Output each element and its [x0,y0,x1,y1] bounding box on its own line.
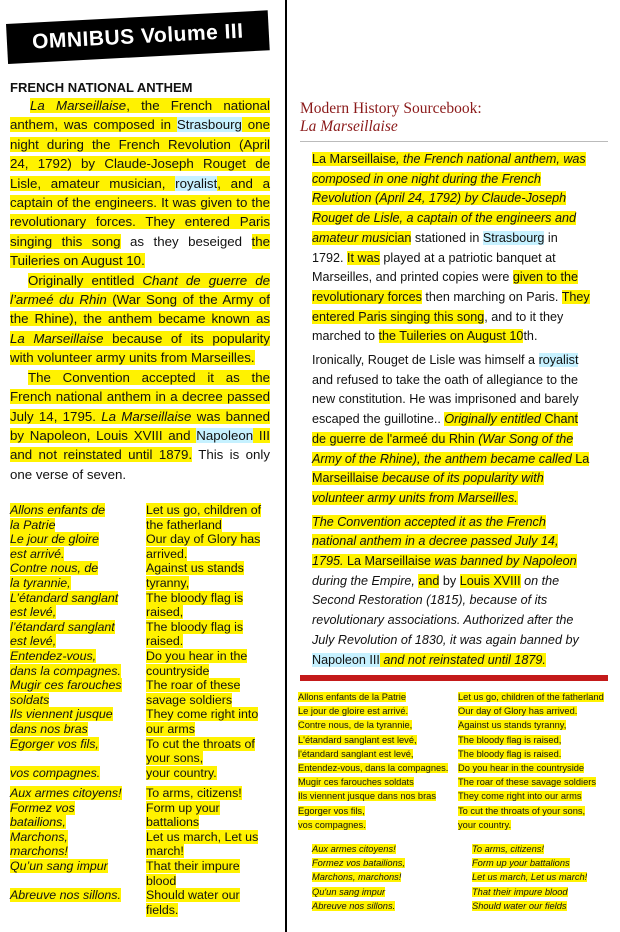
verse-line-text: Aux armes citoyens! [10,786,122,800]
verse-line [458,733,618,747]
verse-line [10,605,138,620]
left-chorus-english [146,786,276,917]
verse-line-text: Mugir ces farouches [10,678,122,693]
verse-line-text: Let us go, children of the fatherland [458,692,604,702]
verse-line-text: The bloody flag is [146,590,244,605]
verse-line [146,737,276,752]
verse-line [312,885,452,899]
verse-line-text: Do you hear in the [146,648,248,663]
verse-line [298,733,458,747]
verse-line [10,766,138,781]
verse-line-text: L’étandard sanglant [10,590,119,605]
verse-line-text: vos compagnes. [10,765,101,780]
verse-line [458,718,618,732]
verse-line-text: Le jour de gloire [10,532,99,547]
verse-line [146,664,276,679]
verse-line-text: Qu'un sang impur [312,886,386,897]
verse-line [298,718,458,732]
left-verse1-french [10,503,138,780]
verse-line-text: They come right into [146,707,259,722]
verse-line-text: Egorger vos fils, [298,805,365,816]
verse-line-text: Form up your battalions [472,858,570,869]
verse-line [10,620,138,635]
verse-line-text: savage soldiers [146,692,233,707]
verse-line-text: dans nos bras [10,721,88,736]
verse-line [146,649,276,664]
verse-line [146,707,276,722]
column-divider [285,0,287,932]
verse-line [10,859,138,874]
verse-line-text: Allons enfants de [10,503,106,517]
right-verse1-french [298,690,458,832]
verse-line-text: batailions, [10,815,66,830]
verse-line-text: L'étandard sanglant est levé, [298,734,417,745]
verse-line [10,664,138,679]
verse-line [146,547,276,562]
verse-line-text: Entendez-vous, dans la compagnes. [298,763,449,774]
right-paragraph-3: The Convention accepted it as the French national anthem in a decree passed July 14, 1795. La Marseillaise was banned by Napoleon during the Empire, and by Louis XVIII on the Second Restoration (1815), because of its revolutionary associations. Authorized after the July Revolution of 1830, it was again banned by Napoleon III and not reinstated until 1879. [312,514,579,667]
verse-line-text: Marchons, [10,829,68,844]
title-rule [300,141,608,142]
verse-line [312,899,452,913]
verse-line [458,747,618,761]
verse-line-text: the fatherland [146,517,222,532]
verse-line-text: The roar of these savage soldiers [458,777,596,788]
verse-line [472,899,612,913]
verse-line [312,842,452,856]
verse-line-text: Against us stands tyranny, [458,720,567,731]
verse-line-text: marchons! [10,844,68,859]
verse-line [146,620,276,635]
verse-line [472,842,612,856]
verse-line [10,888,138,903]
verse-line [10,801,138,816]
verse-line-text: your sons, [146,751,204,766]
verse-line [298,775,458,789]
verse-line [298,704,458,718]
verse-line [10,722,138,737]
verse-line [146,503,276,518]
sourcebook-article [312,150,590,674]
verse-line [10,503,138,518]
verse-line-text: march! [146,844,184,859]
verse-line [10,815,138,830]
verse-line-text: Entendez-vous, [10,648,97,663]
verse-line-text: raised, [146,605,184,620]
verse-line-text: Form up your [146,800,220,815]
verse-line-text: Let us march, Let us [146,829,259,844]
verse-line-text: Le jour de gloire est arrivé. [298,706,409,717]
verse-line-text: The bloody flag is raised, [458,734,562,745]
verse-line [312,870,452,884]
verse-line [146,518,276,533]
verse-line-text: Contre nous, de [10,561,99,576]
verse-line [458,761,618,775]
verse-line [298,789,458,803]
verse-line [146,561,276,576]
right-paragraph-1: La Marseillaise, the French national anthem, was composed in one night during the French Revolution (April 24, 1792) by Claude-Joseph Rouget de Lisle, a captain of the engineers and amateur musician stationed in Strasbourg in 1792. It was played at a patriotic banquet at Marseilles, and printed copies were given to the revolutionary forces then marching on Paris. They entered Paris singing this song, and to it they marched to the Tuileries on August 10th. [312,152,590,344]
verse-line-text: your country. [146,765,217,780]
verse-line-text: To cut the throats of [146,736,255,751]
verse-line [10,576,138,591]
verse-line-text: la tyrannie, [10,575,71,590]
verse-line-text: They come right into our arms [458,791,582,802]
verse-line [10,591,138,606]
verse-line [146,591,276,606]
verse-line [298,690,458,704]
verse-line [146,801,276,816]
verse-line-text: Against us stands [146,561,244,576]
verse-line-text: est arrivé. [10,546,65,561]
verse-line [146,888,276,903]
verse-line [472,856,612,870]
left-article [10,96,270,484]
sourcebook-title [300,100,482,136]
verse-line [146,751,276,766]
verse-line [458,804,618,818]
right-paragraph-2: Ironically, Rouget de Lisle was himself a royalist and refused to take the oath of allegiance to the new constitution. He was imprisoned and barely escaped the guillotine.. Originally entitled Chant de guerre de l'armeé du Rhin (War Song of the Army of the Rhine), the anthem became called La Marseillaise because of its popularity with volunteer army units from Marseilles. [312,353,590,505]
verse-line [10,737,138,752]
verse-line [10,707,138,722]
verse-line-text: fields. [146,902,179,917]
verse-line [298,747,458,761]
sourcebook-title-text: Modern History Sourcebook: [300,100,482,117]
verse-line-text: To arms, citizens! [472,844,544,854]
verse-line-text: Formez vos batailions, [312,858,406,869]
verse-line-text: soldats [10,692,50,707]
verse-line [146,830,276,845]
verse-line-text: The bloody flag is [146,619,244,634]
verse-line [10,830,138,845]
verse-line [146,903,276,918]
verse-line-text: Should water our fields [472,900,567,911]
verse-line-text: l'étandard sanglant est levé, [298,748,414,759]
verse-line [146,844,276,859]
verse-line-text: Mugir ces farouches soldats [298,777,414,788]
verse-line [146,786,276,801]
omnibus-banner: OMNIBUS Volume III [6,10,270,64]
verse-line [10,518,138,533]
verse-line [146,766,276,781]
left-heading: FRENCH NATIONAL ANTHEM [10,80,193,95]
right-chorus-french [312,842,452,913]
verse-line [10,649,138,664]
verse-line-text: tyranny, [146,575,190,590]
verse-line [10,786,138,801]
verse-line-text: Marchons, marchons! [312,872,402,883]
omnibus-page [0,0,284,932]
left-verse1-english [146,503,276,780]
verse-line [298,818,458,832]
verse-line-text: countryside [146,663,210,678]
verse-line [146,678,276,693]
verse-line-text: dans la compagnes. [10,663,121,678]
verse-line [312,856,452,870]
verse-line-text: la Patrie [10,517,56,532]
left-chorus-french [10,786,138,903]
verse-line [10,561,138,576]
verse-line-text: est levé, [10,634,57,649]
verse-line [146,722,276,737]
verse-line [146,859,276,874]
verse-line [298,804,458,818]
verse-line [298,761,458,775]
red-divider-bar [300,675,608,681]
verse-line-text: Ils viennent jusque [10,707,113,722]
verse-line [10,844,138,859]
sourcebook-page [288,0,620,932]
verse-line [458,690,618,704]
verse-line-text: Our day of Glory has [146,532,261,547]
verse-line-text: That their impure [146,858,240,873]
verse-line [10,874,138,889]
verse-line-text: est levé, [10,605,57,620]
right-verse1-english [458,690,618,832]
verse-line-text: Allons enfants de la Patrie [298,692,407,702]
verse-line-text: your country. [458,819,512,830]
verse-line [458,775,618,789]
verse-line-text: Contre nous, de la tyrannie, [298,720,413,731]
verse-line-text: Ils viennent jusque dans nos bras [298,791,436,802]
left-paragraph-1: La Marseillaise, the French national anthem, was composed in Strasbourg one night during the French Revolution (April 24, 1792) by Claude-Joseph Rouget de Lisle, amateur musician, royalist, and a captain of the engineers. It was given to the revolutionary forces. They entered Paris singing this song as they beseiged the Tuileries on August 10. [10,98,270,269]
verse-line [146,576,276,591]
verse-line-text: The bloody flag is raised. [458,748,562,759]
verse-line-text: The roar of these [146,678,241,693]
verse-line-text: Abreuve nos sillons. [312,900,396,911]
verse-line-text: Aux armes citoyens! [312,844,396,854]
verse-line-text: Egorger vos fils, [10,736,99,751]
verse-line [146,634,276,649]
verse-line [146,605,276,620]
verse-line [458,789,618,803]
verse-line [10,678,138,693]
verse-line-text: That their impure blood [472,886,568,897]
verse-line [458,704,618,718]
verse-line [472,870,612,884]
verse-line-text: raised. [146,634,184,649]
verse-line [146,532,276,547]
verse-line [146,874,276,889]
verse-line-text: vos compagnes. [298,819,366,830]
verse-line [472,885,612,899]
verse-line [458,818,618,832]
verse-line-text: Let us go, children of [146,503,262,517]
verse-line [146,693,276,708]
verse-line-text: our arms [146,721,195,736]
verse-line-text: l’étandard sanglant [10,619,115,634]
verse-line-text: battalions [146,815,200,830]
verse-line-text: Should water our [146,888,240,903]
verse-line [146,815,276,830]
verse-line [10,532,138,547]
verse-line-text: Abreuve nos sillons. [10,888,121,903]
verse-line-text: arrived. [146,546,188,561]
verse-line-text: Let us march, Let us march! [472,872,588,883]
verse-line-text: blood [146,873,177,888]
left-paragraph-2: Originally entitled Chant de guerre de l’armeé du Rhin (War Song of the Army of the Rhine), the anthem became known as La Marseillaise because of its popularity with volunteer army units from Marseilles. [10,272,271,366]
verse-line [10,693,138,708]
left-paragraph-3: The Convention accepted it as the French national anthem in a decree passed July 14, 1795. La Marseillaise was banned by Napoleon, Louis XVIII and Napoleon III and not reinstated until 1879. This is only one verse of seven. [10,369,271,482]
sourcebook-subtitle: La Marseillaise [300,118,398,135]
verse-line-text: Qu’un sang impur [10,858,108,873]
verse-line-text: Our day of Glory has arrived. [458,706,578,717]
verse-line [10,751,138,766]
right-chorus-english [472,842,612,913]
verse-line [10,634,138,649]
verse-line-text: Do you hear in the countryside [458,763,585,774]
verse-line-text: To cut the throats of your sons, [458,805,586,816]
verse-line [10,547,138,562]
verse-line-text: Formez vos [10,800,75,815]
verse-line-text: To arms, citizens! [146,786,242,800]
